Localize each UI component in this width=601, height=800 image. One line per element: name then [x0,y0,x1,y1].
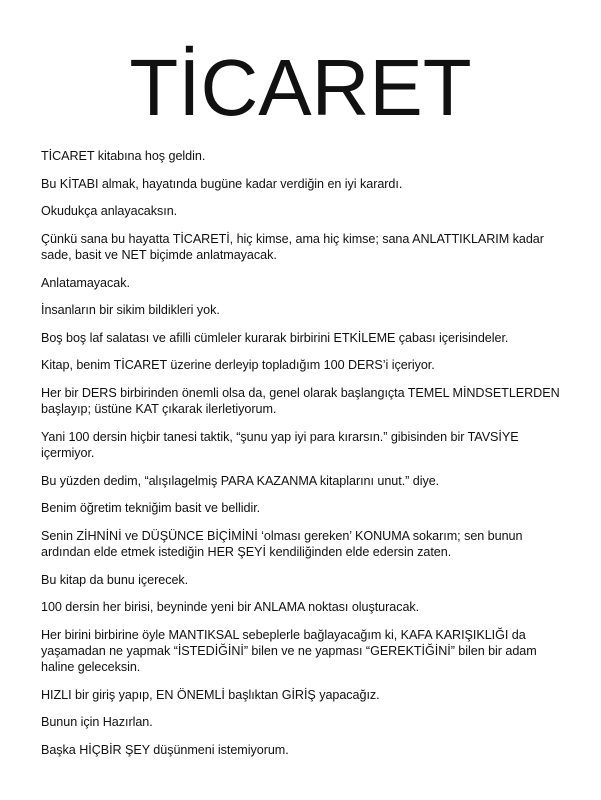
paragraph-4: Çünkü sana bu hayatta TİCARETİ, hiç kimse, ama hiç kimse; sana ANLATTIKLARIM kadar sade, basit ve NET biçimde anlatmayacak. [41,231,544,262]
paragraph-6: İnsanların bir sikim bildikleri yok. [41,303,220,318]
paragraph-14: Bu kitap da bunu içerecek. [41,572,189,587]
paragraph-10: Yani 100 dersin hiçbir tanesi taktik, “şunu yap iyi para kırarsın.” gibisinden bir TAVSİYE içermiyor. [41,429,519,460]
paragraph-12: Benim öğretim tekniğim basit ve bellidir. [41,501,261,516]
paragraph-1: TİCARET kitabına hoş geldin. [41,149,206,163]
paragraph-11: Bu yüzden dedim, “alışılagelmiş PARA KAZANMA kitaplarını unut.” diye. [41,473,440,488]
paragraph-3: Okudukça anlayacaksın. [41,204,178,219]
paragraph-2: Bu KİTABI almak, hayatında bugüne kadar verdiğin en iyi karardı. [41,176,403,191]
paragraph-17: HIZLI bir giriş yapıp, EN ÖNEMLİ başlıktan GİRİŞ yapacağız. [41,687,380,702]
paragraph-18: Bunun için Hazırlan. [41,715,153,730]
body-text [41,148,571,770]
paragraph-15: 100 dersin her birisi, beyninde yeni bir ANLAMA noktası oluşturacak. [41,600,420,615]
paragraph-13: Senin ZİHNİNİ ve DÜŞÜNCE BİÇİMİNİ ‘olması gereken’ KONUMA sokarım; sen bunun ardından elde etmek istediğin HER ŞEYİ kendiliğinden elde edersin zaten. [41,528,523,559]
page-title: TİCARET [129,43,472,132]
paragraph-7: Boş boş laf salatası ve afilli cümleler kurarak birbirini ETKİLEME çabası içerisindeler. [41,330,509,345]
paragraph-5: Anlatamayacak. [41,275,130,290]
paragraph-19: Başka HİÇBİR ŞEY düşünmeni istemiyorum. [41,742,289,757]
paragraph-8: Kitap, benim TİCARET üzerine derleyip topladığım 100 DERS’i içeriyor. [41,358,435,373]
paragraph-9: Her bir DERS birbirinden önemli olsa da, genel olarak başlangıçta TEMEL MİNDSETLERDEN başlayıp; üstüne KAT çıkarak ilerletiyorum. [41,385,560,417]
paragraph-16: Her birini birbirine öyle MANTIKSAL sebeplerle bağlayacağım ki, KAFA KARIŞIKLIĞI da yaşamadan ne yapmak “İSTEDİĞİNİ” bilen ve ne yapması “GEREKTİĞİNİ” bilen bir adam haline geleceksin. [41,627,537,675]
